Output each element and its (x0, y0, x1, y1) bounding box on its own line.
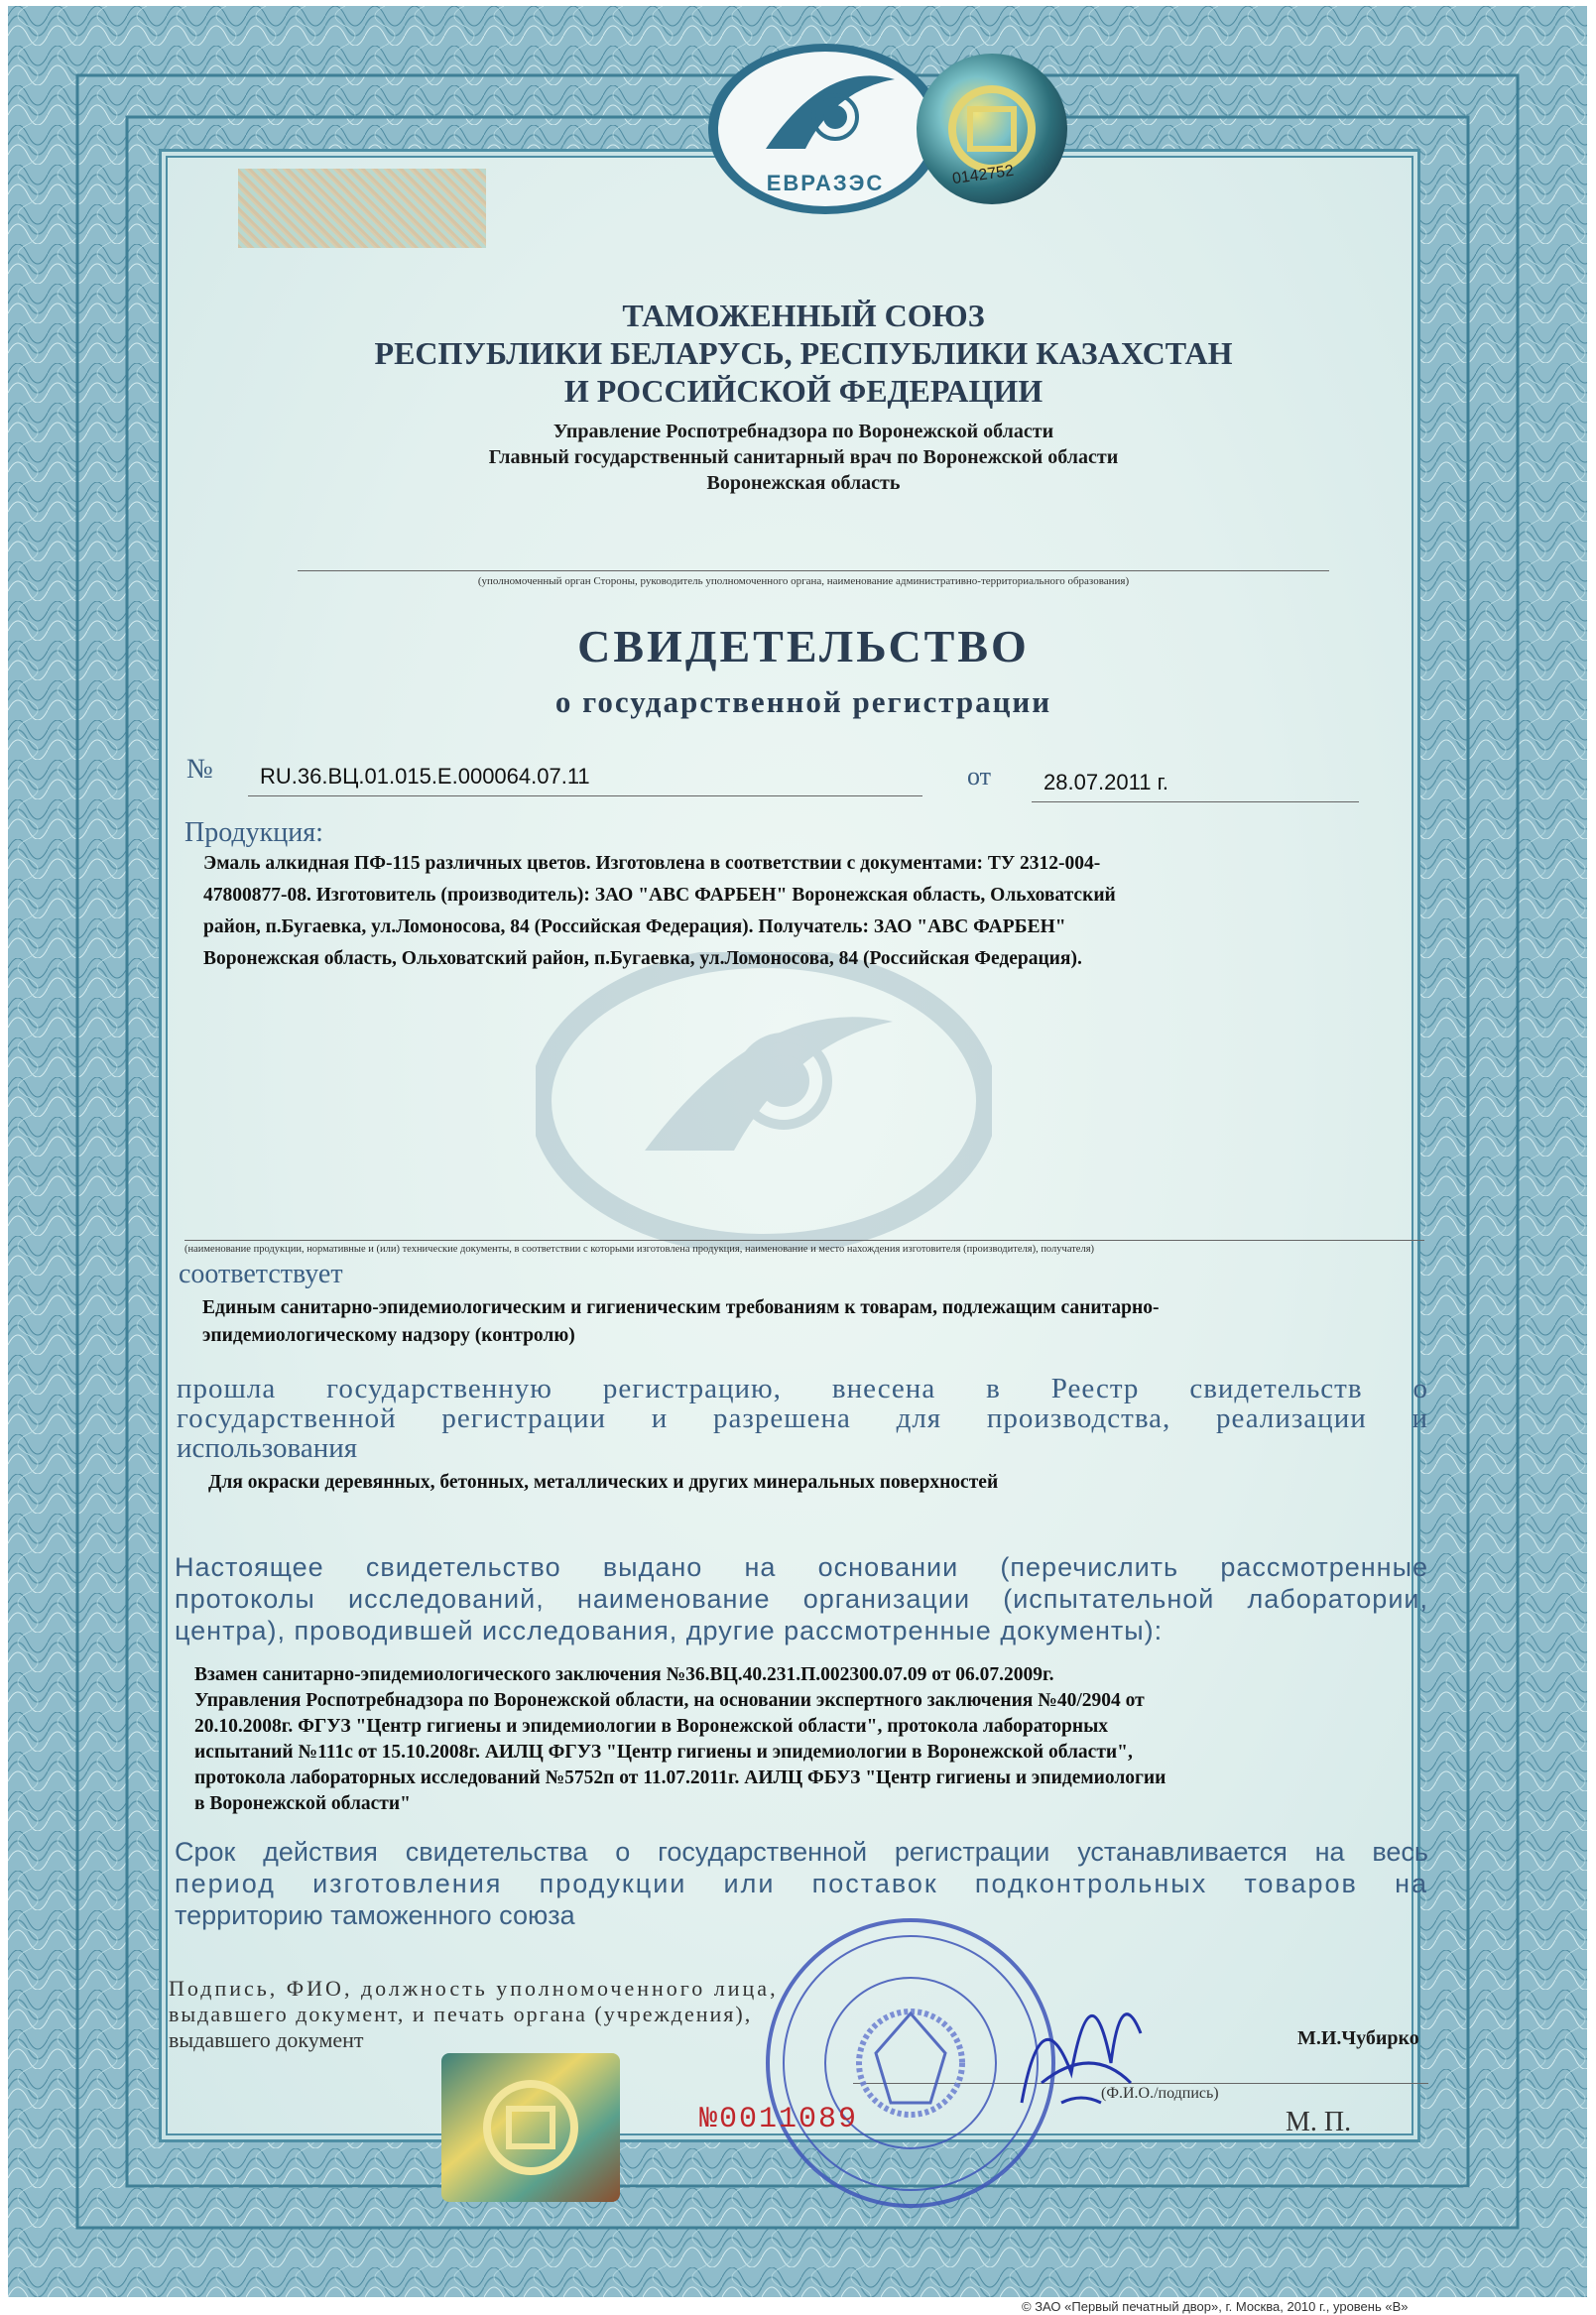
registered-line-1: прошла государственную регистрацию, внесена в Реестр свидетельств о (177, 1373, 1428, 1404)
product-line-4: Воронежская область, Ольховатский район, п.Бугаевка, ул.Ломоносова, 84 (Российская Федерация). (203, 948, 1082, 969)
authority-line-1: Управление Роспотребнадзора по Воронежской области (552, 421, 1054, 442)
union-title: ТАМОЖЕННЫЙ СОЮЗ (622, 298, 985, 333)
basis-line-2: протоколы исследований, наименование организации (испытательной лаборатории, (175, 1584, 1428, 1614)
validity-line-3: территорию таможенного союза (175, 1900, 575, 1930)
number-sign: № (186, 754, 213, 785)
printer-footer: © ЗАО «Первый печатный двор», г. Москва, 2010 г., уровень «В» (1022, 2299, 1409, 2314)
evrazes-watermark (536, 952, 992, 1250)
product-rule (184, 1240, 1424, 1241)
registered-line-2: государственной регистрации и разрешена для производства, реализации и (177, 1402, 1428, 1434)
authority-rule (298, 570, 1329, 571)
hologram-bottom (441, 2053, 620, 2202)
basis-text-5: протокола лабораторных исследований №5752п от 11.07.2011г. АИЛЦ ФБУЗ "Центр гигиены и эпидемиологии (194, 1767, 1166, 1788)
basis-text-3: 20.10.2008г. ФГУЗ "Центр гигиены и эпидемиологии в Воронежской области", протокола лабораторных (194, 1716, 1109, 1737)
evrazes-logo (706, 40, 944, 218)
conformity-label: соответствует (179, 1259, 343, 1289)
conformity-line-2: эпидемиологическому надзору (контролю) (202, 1325, 575, 1346)
date-rule (1032, 801, 1359, 802)
hologram-top (913, 50, 1071, 208)
hologram-number: 0142752 (951, 162, 1016, 188)
stamp-place: М. П. (1286, 2107, 1352, 2137)
document-title: СВИДЕТЕЛЬСТВО (577, 621, 1030, 671)
document-subtitle: о государственной регистрации (554, 684, 1052, 719)
product-label: Продукция: (184, 817, 323, 848)
authority-caption: (уполномоченный орган Стороны, руководитель уполномоченного органа, наименование административно-территориального образования) (477, 575, 1130, 587)
validity-line-2: период изготовления продукции или поставок подконтрольных товаров на (175, 1869, 1428, 1898)
authority-line-3: Воронежская область (706, 472, 901, 494)
product-line-1: Эмаль алкидная ПФ-115 различных цветов. Изготовлена в соответствии с документами: ТУ 2312-004- (203, 853, 1101, 874)
signer-name: М.И.Чубирко (1297, 2027, 1419, 2049)
product-line-2: 47800877-08. Изготовитель (производитель): ЗАО "АВС ФАРБЕН" Воронежская область, Ольховатский (203, 885, 1116, 906)
signature-caption-1: Подпись, ФИО, должность уполномоченного лица, (169, 1976, 779, 2001)
registration-date: 28.07.2011 г. (1044, 770, 1169, 794)
basis-line-1: Настоящее свидетельство выдано на основании (перечислить рассмотренные (175, 1552, 1428, 1582)
conformity-line-1: Единым санитарно-эпидемиологическим и гигиеническим требованиям к товарам, подлежащим санитарно- (202, 1297, 1160, 1318)
product-caption: (наименование продукции, нормативные и (или) технические документы, в соответствии с которыми изготовлена продукция, наименование и место нахождения изготовителя (производителя), получателя) (184, 1244, 1095, 1255)
registered-line-3: использования (177, 1432, 358, 1464)
serial-number: №0011089 (699, 2103, 859, 2136)
basis-text-6: в Воронежской области" (194, 1793, 411, 1814)
product-line-3: район, п.Бугаевка, ул.Ломоносова, 84 (Российская Федерация). Получатель: ЗАО "АВС ФАРБЕН" (203, 916, 1066, 937)
basis-line-3: центра), проводившей исследования, другие рассмотренные документы): (175, 1616, 1164, 1645)
registration-number: RU.36.ВЦ.01.015.Е.000064.07.11 (260, 764, 590, 789)
signature-caption-2: выдавшего документ, и печать органа (учреждения), (169, 2002, 753, 2026)
registration-number-rule (248, 795, 922, 796)
union-members-2: И РОССИЙСКОЙ ФЕДЕРАЦИИ (563, 373, 1044, 409)
handwritten-signature (1002, 1954, 1161, 2123)
signature-name-caption: (Ф.И.О./подпись) (1101, 2085, 1219, 2102)
basis-text-1: Взамен санитарно-эпидемиологического заключения №36.ВЦ.40.231.П.002300.07.09 от 06.07.2009г. (194, 1664, 1054, 1685)
date-label: от (967, 762, 992, 791)
basis-text-4: испытаний №111с от 15.10.2008г. АИЛЦ ФГУЗ "Центр гигиены и эпидемиологии в Воронежской области", (194, 1742, 1133, 1763)
security-patch (238, 169, 486, 248)
authority-line-2: Главный государственный санитарный врач по Воронежской области (488, 446, 1119, 468)
union-members-1: РЕСПУБЛИКИ БЕЛАРУСЬ, РЕСПУБЛИКИ КАЗАХСТАН (374, 335, 1233, 371)
usage-text: Для окраски деревянных, бетонных, металлических и других минеральных поверхностей (208, 1472, 999, 1493)
basis-text-2: Управления Роспотребнадзора по Воронежской области, на основании экспертного заключения №40/2904 от (194, 1690, 1145, 1711)
signature-caption-3: выдавшего документ (169, 2027, 364, 2052)
validity-line-1: Срок действия свидетельства о государственной регистрации устанавливается на весь (175, 1837, 1428, 1867)
logo-text: ЕВРАЗЭС (766, 171, 885, 195)
